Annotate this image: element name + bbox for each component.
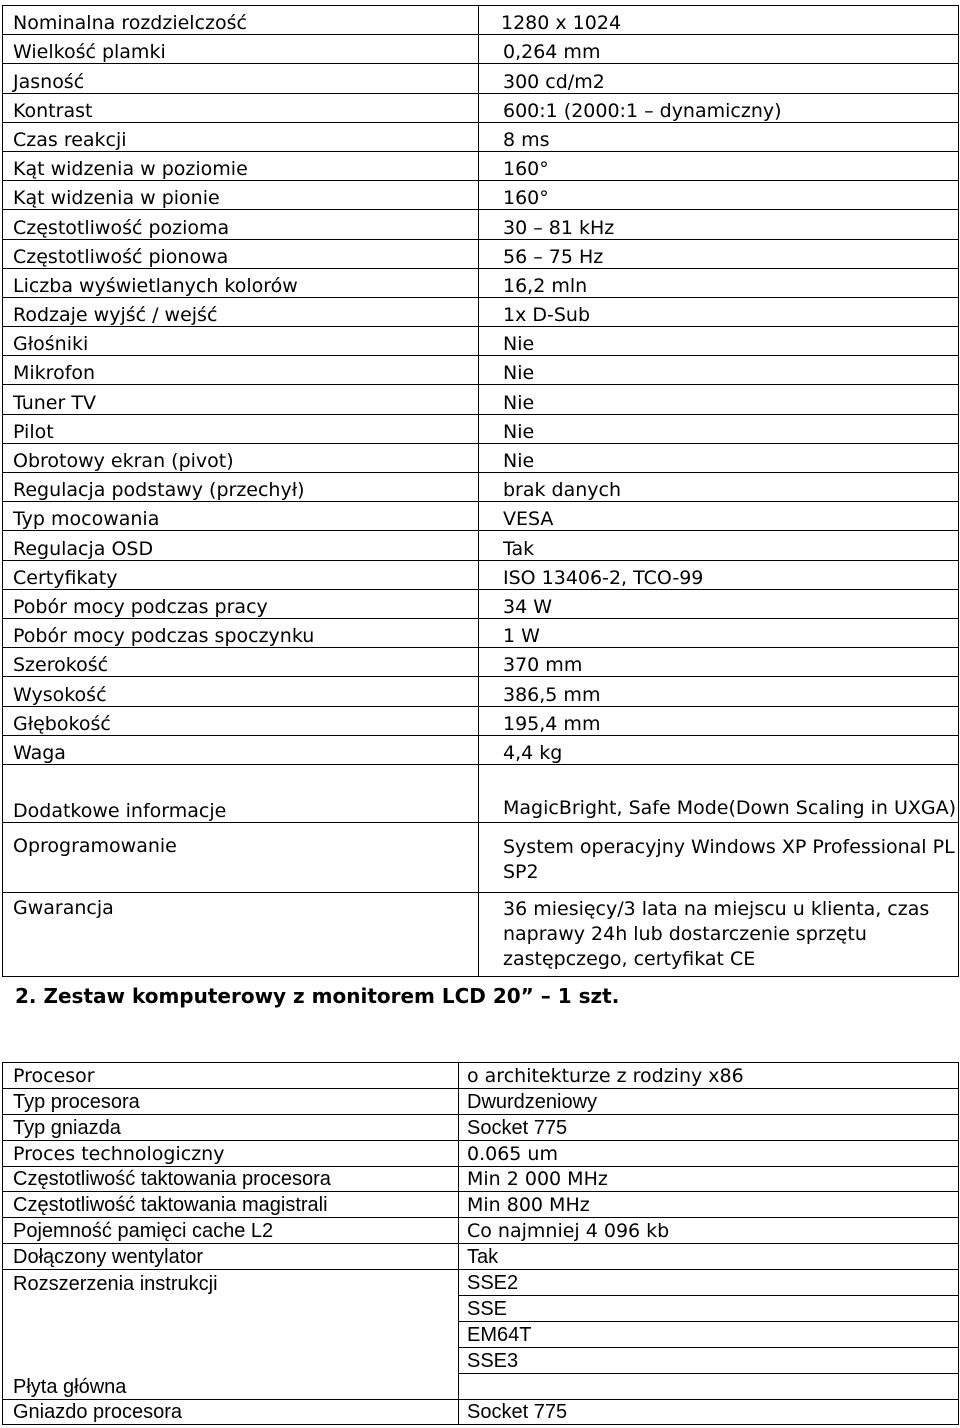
spec-label: Czas reakcji [3, 122, 479, 151]
spec-value: Nie [479, 414, 959, 443]
pc-spec-value: Socket 775 [459, 1399, 959, 1425]
spec-label: Pobór mocy podczas pracy [3, 589, 479, 618]
spec-row [3, 735, 959, 764]
spec-value: brak danych [479, 473, 959, 502]
spec-value: Nie [479, 385, 959, 414]
pc-spec-value: Co najmniej 4 096 kb [459, 1218, 959, 1244]
spec-label: Oprogramowanie [3, 822, 479, 892]
pc-spec-value: o architekturze z rodziny x86 [459, 1063, 959, 1089]
pc-spec-row [3, 1140, 959, 1166]
pc-spec-row [3, 1088, 959, 1114]
pc-spec-row [3, 1166, 959, 1192]
spec-value: ISO 13406-2, TCO-99 [479, 560, 959, 589]
pc-spec-label [3, 1296, 459, 1322]
pc-spec-label: Częstotliwość taktowania magistrali [3, 1192, 459, 1218]
spec-value: 386,5 mm [479, 677, 959, 706]
spec-row [3, 706, 959, 735]
pc-spec-label: Pojemność pamięci cache L2 [3, 1218, 459, 1244]
pc-spec-value: SSE [459, 1296, 959, 1322]
spec-value: 1280 x 1024 [479, 6, 959, 35]
spec-value: 0,264 mm [479, 35, 959, 64]
spec-row [3, 268, 959, 297]
pc-spec-label: Płyta główna [3, 1373, 459, 1399]
spec-label: Jasność [3, 64, 479, 93]
spec-row [3, 473, 959, 502]
spec-label: Wysokość [3, 677, 479, 706]
pc-spec-label: Dołączony wentylator [3, 1244, 459, 1270]
spec-label: Szerokość [3, 648, 479, 677]
spec-label: Nominalna rozdzielczość [3, 6, 479, 35]
spec-row [3, 122, 959, 151]
spec-label: Tuner TV [3, 385, 479, 414]
pc-spec-value: 0.065 um [459, 1140, 959, 1166]
spec-label: Częstotliwość pozioma [3, 210, 479, 239]
monitor-spec-table [2, 5, 959, 977]
spec-row [3, 531, 959, 560]
spec-row [3, 385, 959, 414]
spec-label: Liczba wyświetlanych kolorów [3, 268, 479, 297]
spec-row [3, 677, 959, 706]
spec-value: 56 – 75 Hz [479, 239, 959, 268]
pc-spec-row [3, 1373, 959, 1399]
pc-spec-row [3, 1399, 959, 1425]
pc-spec-label: Częstotliwość taktowania procesora [3, 1166, 459, 1192]
spec-label: Kontrast [3, 93, 479, 122]
pc-spec-value: Tak [459, 1244, 959, 1270]
pc-spec-row [3, 1321, 959, 1347]
spec-label: Certyfikaty [3, 560, 479, 589]
pc-spec-label: Procesor [3, 1063, 459, 1089]
spec-value: System operacyjny Windows XP Professional PL SP2 [479, 822, 959, 892]
pc-spec-row [3, 1192, 959, 1218]
spec-label: Głośniki [3, 327, 479, 356]
spec-value: 4,4 kg [479, 735, 959, 764]
spec-row [3, 414, 959, 443]
spec-row [3, 93, 959, 122]
spec-value: VESA [479, 502, 959, 531]
spec-label: Regulacja podstawy (przechył) [3, 473, 479, 502]
spec-value: 160° [479, 181, 959, 210]
spec-row [3, 6, 959, 35]
spec-label: Mikrofon [3, 356, 479, 385]
section-heading: 2. Zestaw komputerowy z monitorem LCD 20” – 1 szt. [15, 984, 620, 1008]
spec-row [3, 443, 959, 472]
spec-value: 160° [479, 151, 959, 180]
pc-spec-label: Rozszerzenia instrukcji [3, 1270, 459, 1296]
spec-row [3, 151, 959, 180]
spec-row [3, 502, 959, 531]
spec-label: Wielkość plamki [3, 35, 479, 64]
spec-row [3, 560, 959, 589]
spec-value: Nie [479, 443, 959, 472]
pc-spec-value: Min 2 000 MHz [459, 1166, 959, 1192]
spec-label: Typ mocowania [3, 502, 479, 531]
spec-value: 195,4 mm [479, 706, 959, 735]
pc-spec-row [3, 1114, 959, 1140]
pc-spec-label: Typ gniazda [3, 1114, 459, 1140]
spec-value: Nie [479, 327, 959, 356]
pc-spec-row [3, 1270, 959, 1296]
pc-spec-row [3, 1296, 959, 1322]
spec-row [3, 181, 959, 210]
spec-label: Obrotowy ekran (pivot) [3, 443, 479, 472]
spec-row [3, 618, 959, 647]
pc-spec-value: EM64T [459, 1321, 959, 1347]
spec-value: 8 ms [479, 122, 959, 151]
spec-row [3, 822, 959, 892]
spec-row [3, 764, 959, 822]
pc-spec-value [459, 1373, 959, 1399]
pc-spec-label: Gniazdo procesora [3, 1399, 459, 1425]
spec-value: 16,2 mln [479, 268, 959, 297]
spec-row [3, 327, 959, 356]
spec-value: 30 – 81 kHz [479, 210, 959, 239]
pc-spec-label [3, 1347, 459, 1373]
spec-value: 600:1 (2000:1 – dynamiczny) [479, 93, 959, 122]
spec-row [3, 64, 959, 93]
spec-value: 34 W [479, 589, 959, 618]
pc-spec-value: Socket 775 [459, 1114, 959, 1140]
pc-spec-value: SSE2 [459, 1270, 959, 1296]
spec-row [3, 356, 959, 385]
spec-label: Kąt widzenia w pionie [3, 181, 479, 210]
spec-row [3, 589, 959, 618]
spec-row [3, 239, 959, 268]
spec-label: Rodzaje wyjść / wejść [3, 297, 479, 326]
pc-spec-label: Typ procesora [3, 1088, 459, 1114]
pc-spec-value: Min 800 MHz [459, 1192, 959, 1218]
spec-label: Regulacja OSD [3, 531, 479, 560]
spec-value: 1 W [479, 618, 959, 647]
spec-label: Waga [3, 735, 479, 764]
spec-value: 1x D-Sub [479, 297, 959, 326]
spec-row [3, 892, 959, 976]
pc-spec-table [2, 1062, 959, 1425]
spec-row [3, 35, 959, 64]
spec-value: 300 cd/m2 [479, 64, 959, 93]
spec-value: Nie [479, 356, 959, 385]
spec-label: Kąt widzenia w poziomie [3, 151, 479, 180]
pc-spec-value: SSE3 [459, 1347, 959, 1373]
pc-spec-row [3, 1347, 959, 1373]
pc-spec-label [3, 1321, 459, 1347]
spec-row [3, 648, 959, 677]
spec-row [3, 210, 959, 239]
pc-spec-row [3, 1244, 959, 1270]
spec-value: MagicBright, Safe Mode(Down Scaling in UXGA) [479, 764, 959, 822]
spec-label: Częstotliwość pionowa [3, 239, 479, 268]
spec-value: 36 miesięcy/3 lata na miejscu u klienta, czas naprawy 24h lub dostarczenie sprzętu zastępczego, certyfikat CE [479, 892, 959, 976]
spec-value: 370 mm [479, 648, 959, 677]
pc-spec-row [3, 1063, 959, 1089]
spec-label: Pilot [3, 414, 479, 443]
spec-value: Tak [479, 531, 959, 560]
spec-label: Głębokość [3, 706, 479, 735]
spec-label: Dodatkowe informacje [3, 764, 479, 822]
pc-spec-label: Proces technologiczny [3, 1140, 459, 1166]
spec-row [3, 297, 959, 326]
spec-label: Gwarancja [3, 892, 479, 976]
spec-label: Pobór mocy podczas spoczynku [3, 618, 479, 647]
pc-spec-row [3, 1218, 959, 1244]
pc-spec-value: Dwurdzeniowy [459, 1088, 959, 1114]
